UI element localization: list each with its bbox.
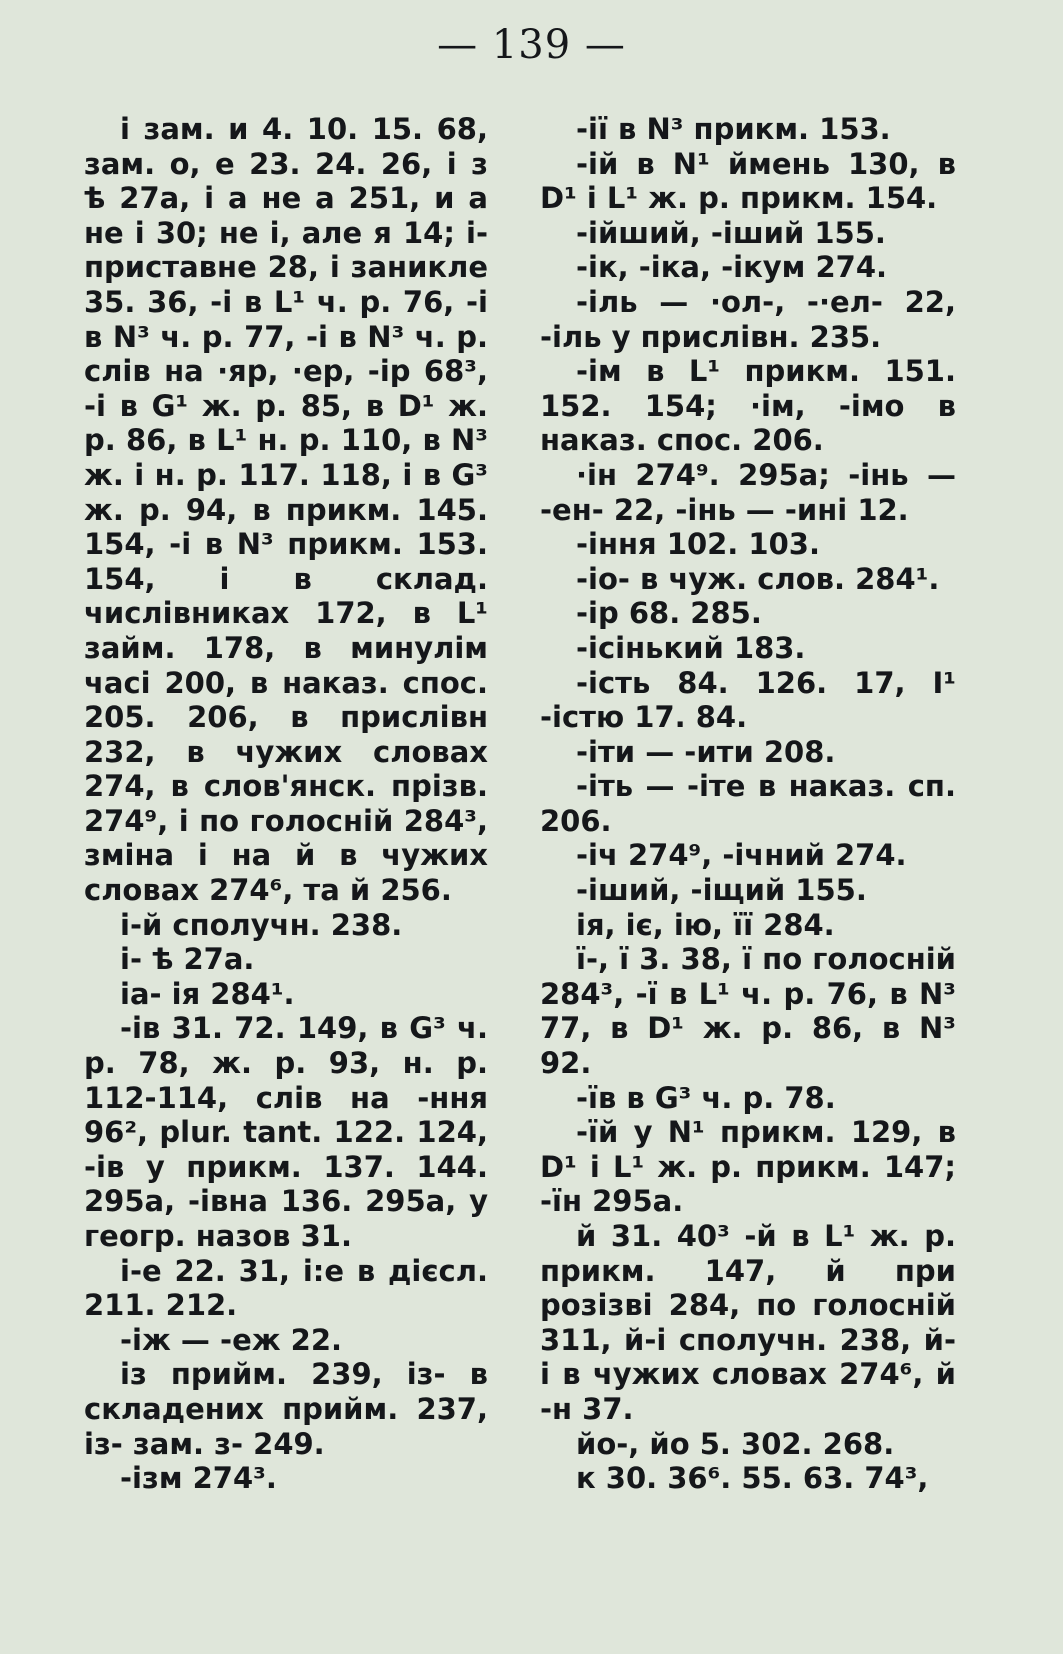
index-entry: -ів 31. 72. 149, в G³ ч. р. 78, ж. р. 93, н. р. 112-114, слів на -ння 96², plur. tant. 122. 124, -ів у прикм. 137. 144. 295а, -івна 136. 295а, у геогр. назов 31. [84,1011,488,1253]
index-entry: -іший, -іщий 155. [576,873,867,908]
index-entry: ї-, ї 3. 38, ї по голосній 284³, -ї в L¹ ч. р. 76, в N³ 77, в D¹ ж. р. 86, в N³ 92. [540,942,956,1081]
index-entry: і-й сполучн. 238. [120,907,403,942]
index-entry: -ір 68. 285. [576,596,762,631]
index-entry: й 31. 40³ -й в L¹ ж. р. прикм. 147, й при розізві 284, по голосній 311, й-і сполучн. 238, й-і в чужих словах 274⁶, й -н 37. [540,1219,956,1426]
index-entry: -ім в L¹ прикм. 151. 152. 154; ·ім, -імо в наказ. спос. 206. [540,354,956,458]
index-entry: -ійший, -іший 155. [576,215,886,250]
index-entry: к 30. 36⁶. 55. 63. 74³, [576,1461,929,1496]
index-entry: іа- ія 284¹. [120,976,295,1011]
index-entry: йо-, йо 5. 302. 268. [576,1426,895,1461]
index-entry: і- ѣ 27а. [120,942,255,977]
index-entry: -їв в G³ ч. р. 78. [576,1080,836,1115]
index-column-right [540,112,956,1496]
index-entry: -ік, -іка, -ікум 274. [576,250,888,285]
index-entry: -іж — -еж 22. [120,1322,343,1357]
index-entry: -іть — -іте в наказ. сп. 206. [540,769,956,838]
index-column-left [84,112,488,1496]
index-entry: -їй у N¹ прикм. 129, в D¹ і L¹ ж. р. прикм. 147; -їн 295а. [540,1115,956,1219]
index-entry: -іти — -ити 208. [576,734,836,769]
index-entry: -ісінький 183. [576,630,806,665]
index-entry: -ість 84. 126. 17, І¹ -істю 17. 84. [540,665,956,735]
index-entry: ія, іє, ію, її 284. [576,907,835,942]
index-entry: -іль — ·ол-, -·ел- 22, -іль у прислівн. 235. [540,284,956,354]
index-entry: -ії в N³ прикм. 153. [576,112,891,146]
index-entry: -іо- в чуж. слов. 284¹. [576,561,940,596]
index-entry: -іння 102. 103. [576,527,820,562]
index-entry: -ізм 274³. [120,1461,277,1496]
index-entry: і зам. и 4. 10. 15. 68, зам. о, е 23. 24. 26, і з ѣ 27а, і а не а 251, и а не і 30; не і, але я 14; і- приставне 28, і заникле 35. 36, -і в L¹ ч. р. 76, -і в N³ ч. р. 77, -і в N³ ч. р. слів на ·яр, ·ер, -ір 68³, -і в G¹ ж. р. 85, в D¹ ж. р. 86, в L¹ н. р. 110, в N³ ж. і н. р. 117. 118, і в G³ ж. р. 94, в прикм. 145. 154, -і в N³ прикм. 153. 154, і в склад. числівниках 172, в L¹ займ. 178, в минулім часі 200, в наказ. спос. 205. 206, в прислівн 232, в чужих словах 274, в слов'янск. прізв. 274⁹, і по голосній 284³, зміна і на й в чужих словах 274⁶, та й 256. [84,112,488,908]
index-entry: -іч 274⁹, -ічний 274. [576,838,907,873]
index-entry: -ій в N¹ ймень 130, в D¹ і L¹ ж. р. прикм. 154. [540,146,956,216]
index-entry: ·ін 274⁹. 295а; -інь — -ен- 22, -інь — -ині 12. [540,457,956,527]
index-entry: і-е 22. 31, і:е в дієсл. 211. 212. [84,1253,488,1323]
page-number: — 139 — [437,22,626,68]
index-entry: із прийм. 239, із- в складених прийм. 237, із- зам. з- 249. [84,1357,488,1461]
